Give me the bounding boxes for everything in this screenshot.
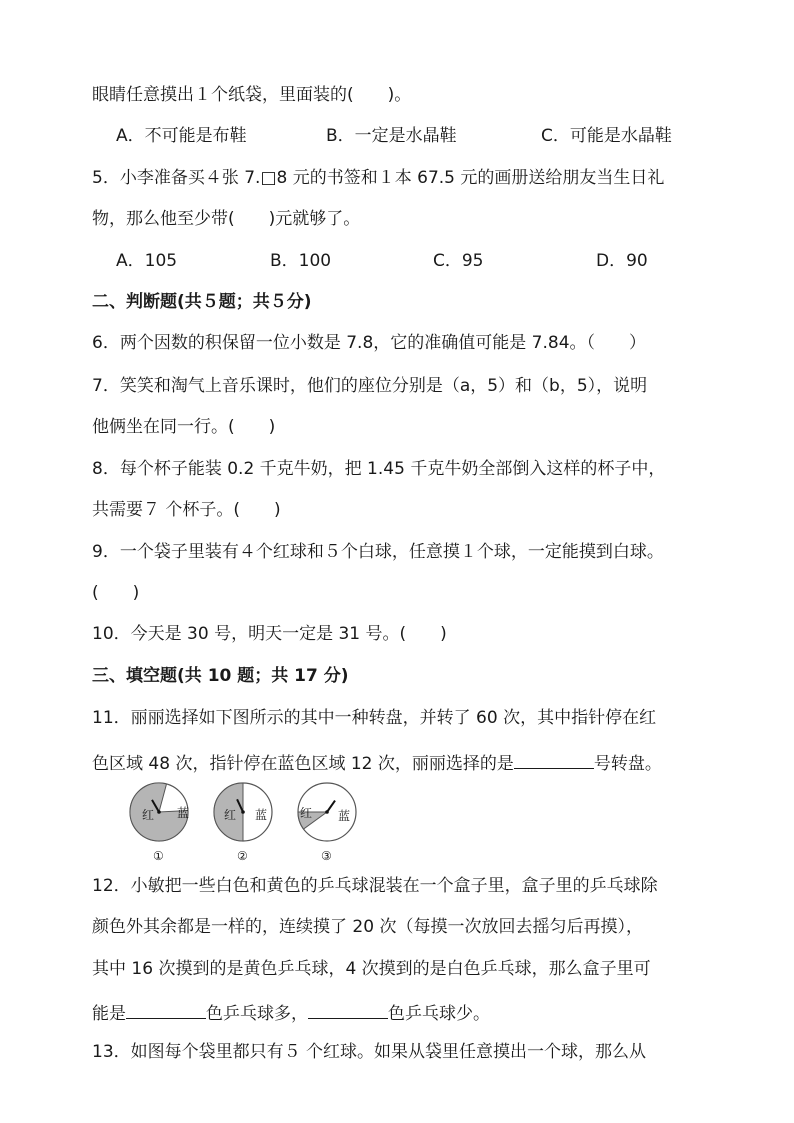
spinner-2-number: ② <box>237 849 248 863</box>
q11-line-2-suffix: 号转盘。 <box>593 754 662 774</box>
q12-line-3: 其中 16 次摸到的是黄色乒乓球，4 次摸到的是白色乒乓球，那么盒子里可 <box>92 959 651 979</box>
q9-line-1: 9．一个袋子里装有４个红球和５个白球，任意摸１个球，一定能摸到白球。 <box>92 542 664 562</box>
q12-answer-blank-1[interactable] <box>126 998 206 1019</box>
q5-line-2: 物，那么他至少带( )元就够了。 <box>92 209 361 229</box>
section-2-heading: 二、判断题(共５题；共５分) <box>92 292 312 312</box>
q12-line-4-c: 色乒乓球少。 <box>388 1004 490 1024</box>
spinner-2-hub <box>241 810 245 814</box>
q5-option-d[interactable]: D．90 <box>596 251 648 271</box>
q13-text: 13．如图每个袋里都只有５ 个红球。如果从袋里任意摸出一个球，那么从 <box>92 1042 647 1062</box>
q11-line-2 <box>92 748 662 776</box>
spinner-diagram <box>126 781 366 843</box>
q4-option-b[interactable]: B．一定是水晶鞋 <box>326 126 457 146</box>
q9-line-2: ( ) <box>92 583 140 603</box>
q12-line-4-a: 能是 <box>92 1004 126 1024</box>
q4-option-c[interactable]: C．可能是水晶鞋 <box>541 126 672 146</box>
q7-line-1: 7．笑笑和淘气上音乐课时，他们的座位分别是（a，5）和（b，5），说明 <box>92 376 648 396</box>
spinner-2-blue-label: 蓝 <box>255 808 268 822</box>
spinner-3-blue-label: 蓝 <box>338 809 351 823</box>
q7-line-2: 他俩坐在同一行。( ) <box>92 417 276 437</box>
q8-line-2: 共需要７ 个杯子。( ) <box>92 500 281 520</box>
spinner-figures <box>126 781 366 865</box>
q12-line-4 <box>92 998 490 1026</box>
q4-continuation: 眼睛任意摸出１个纸袋，里面装的( )。 <box>92 85 412 105</box>
q12-line-2: 颜色外其余都是一样的，连续摸了 20 次（每摸一次放回去摇匀后再摸）， <box>92 917 643 937</box>
q12-line-1: 12．小敏把一些白色和黄色的乒乓球混装在一个盒子里，盒子里的乒乓球除 <box>92 876 658 896</box>
spinner-1-red-label: 红 <box>142 808 155 822</box>
spinner-1-number: ① <box>153 849 164 863</box>
q5-option-c[interactable]: C．95 <box>433 251 484 271</box>
q10-text: 10．今天是 30 号，明天一定是 31 号。( ) <box>92 624 447 644</box>
spinner-3-hub <box>325 810 329 814</box>
q5-option-a[interactable]: A．105 <box>116 251 178 271</box>
q11-line-2-prefix: 色区域 48 次，指针停在蓝色区域 12 次，丽丽选择的是 <box>92 754 514 774</box>
q8-line-1: 8．每个杯子能装 0.2 千克牛奶，把 1.45 千克牛奶全部倒入这样的杯子中， <box>92 459 666 479</box>
q5-option-b[interactable]: B．100 <box>270 251 332 271</box>
spinner-2-red-label: 红 <box>224 808 237 822</box>
spinner-1-hub <box>157 810 161 814</box>
spinner-1-blue-label: 蓝 <box>177 806 190 820</box>
spinner-3-number: ③ <box>321 849 332 863</box>
q12-answer-blank-2[interactable] <box>308 998 388 1019</box>
q4-option-a[interactable]: A．不可能是布鞋 <box>116 126 247 146</box>
q12-line-4-b: 色乒乓球多， <box>206 1004 308 1024</box>
q5-line-1: 5．小李准备买４张 7.□8 元的书签和１本 67.5 元的画册送给朋友当生日礼 <box>92 168 665 188</box>
q6-text: 6．两个因数的积保留一位小数是 7.8，它的准确值可能是 7.84。（ ） <box>92 333 647 353</box>
q11-answer-blank[interactable] <box>514 748 594 769</box>
section-3-heading: 三、填空题(共 10 题；共 17 分) <box>92 666 349 686</box>
spinner-3-red-label: 红 <box>300 806 313 820</box>
q11-line-1: 11．丽丽选择如下图所示的其中一种转盘，并转了 60 次，其中指针停在红 <box>92 708 657 728</box>
